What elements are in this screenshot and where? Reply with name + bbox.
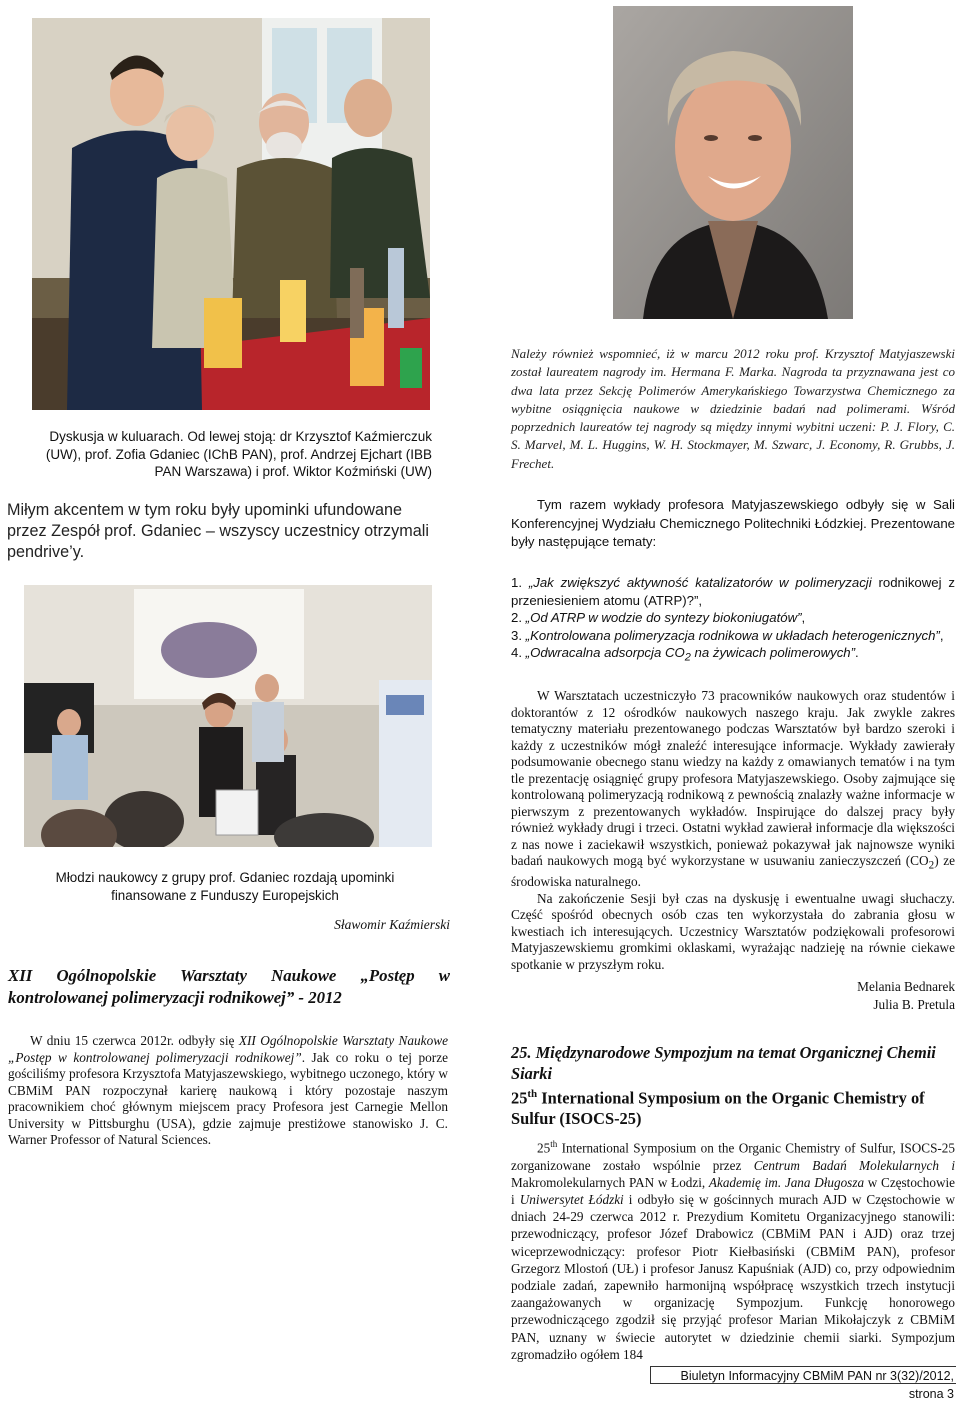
topic-number: 4.: [511, 645, 522, 660]
symposium-heading-pl: 25. Międzynarodowe Sympozjum na temat Organicznej Chemii Siarki: [511, 1043, 936, 1083]
symp-org-2: Akademię im. Jana Długosza: [708, 1174, 865, 1190]
author-pretula: Julia B. Pretula: [873, 996, 955, 1012]
portrait-illustration: [613, 6, 853, 319]
topic-title: „Od ATRP w wodzie do syntezy biokoniugatów”: [525, 610, 802, 625]
summary-subscript: 2: [928, 859, 935, 872]
heading-en-text: International Symposium on the Organic Chemistry of Sulfur (ISOCS-25): [511, 1088, 925, 1129]
topic-number: 3.: [511, 627, 522, 643]
summary-paragraph-2: Na zakończenie Sesji był czas na dyskusję i ewentualne uwagi słuchaczy. Część spośród obecnych osób czas ten wykorzystała do zabrania głosu w kwestiach ich interesujących. Uczestnicy Warsztatów podziękowali profesorowi Matyjaszewskiemu gromkimi oklaskami, wyrażając nadzieję na równie ciekawe spotkanie w przyszłym roku.: [511, 890, 955, 972]
page-footer: Biuletyn Informacyjny CBMiM PAN nr 3(32)/2012, strona 3: [650, 1366, 956, 1384]
topic-punct: .: [855, 645, 859, 660]
lecture-room-illustration: [24, 585, 432, 847]
topic-title: „Kontrolowana polimeryzacja rodnikowa w układach heterogenicznych”: [525, 627, 940, 643]
topic-item: [511, 574, 955, 609]
topic-title: „Jak zwiększyć aktywność katalizatorów w polimeryzacji: [528, 575, 879, 590]
symp-text: i odbyło się w gościnnych murach AJD w Częstochowie w dniach 24-29 czerwca 2012 r. Prezydium Komitetu Organizacyjnego stanowili: przewodniczący, profesor Józef Drabowicz (CBMiM PAN i AJD) oraz trzej wiceprzewodniczący: profesor Piotr Kiełbasiński (CBMiM PAN), profesor Grzegorz Mlostoń (UŁ) i profesor Janusz Kapuśniak (AJD) co, przy odpowiednim podziale zadań, zapewniło harmonijną współpracę wszystkich trzech instytucji zaangażowanych w organizację Sympozjum. Funkcję honorowego przewodniczącego zgodził się przyjąć profesor Marian Mikołajczyk z CBMiM PAN, uznany w świecie autorytet w dziedzinie chemii siarki. Sympozjum zgromadziło ogółem 184: [511, 1192, 955, 1362]
symp-number: 25: [537, 1140, 551, 1156]
lectures-intro: Tym razem wykłady profesora Matyjaszewskiego odbyły się w Sali Konferencyjnej Wydziału Chemicznego Politechniki Łódzkiej. Prezentowane były następujące tematy:: [511, 497, 955, 549]
topic-item: [511, 627, 955, 645]
topic-punct: ,: [698, 592, 703, 608]
symposium-heading-en: [511, 1084, 955, 1129]
portrait-photo: [613, 6, 853, 319]
lecture-topics: [511, 574, 955, 667]
lecture-room-photo: [24, 585, 432, 847]
topic-title-rest: rodnikowej z przeniesieniem atomu (ATRP)?”: [511, 575, 955, 608]
topic-item: [511, 609, 955, 627]
symposium-heading: [511, 1042, 955, 1129]
topic-number: 1.: [511, 575, 522, 590]
topic-item: [511, 644, 955, 667]
topic-number: 2.: [511, 610, 522, 625]
group-photo-caption: Dyskusja w kuluarach. Od lewej stoją: dr Krzysztof Kaźmierczuk (UW), prof. Zofia Gdaniec (IChB PAN), prof. Andrzej Ejchart (IBB PAN Warszawa) i prof. Wiktor Koźmiński (UW): [45, 429, 432, 479]
symp-text: International Symposium on the Organic Chemistry of Sulfur, ISOCS-25 zorganizowane zostało wspólnie przez: [511, 1140, 955, 1173]
topic-subscript: 2: [684, 651, 691, 664]
symp-text: w Częstochowie i: [511, 1174, 955, 1207]
summary-paragraph-1: [511, 688, 955, 891]
group-discussion-photo: [32, 18, 430, 410]
gift-note: Miłym akcentem w tym roku były upominki ufundowane przez Zespół prof. Gdaniec – wszyscy uczestnicy otrzymali pendrive’y.: [7, 501, 429, 561]
topic-title-rest: na żywicach polimerowych”: [690, 645, 856, 660]
authors: [700, 978, 955, 1013]
group-discussion-illustration: [32, 18, 430, 410]
signature-kazmierski: Sławomir Kaźmierski: [334, 917, 450, 932]
topic-punct: ,: [801, 610, 806, 625]
heading-en-ordinal: th: [527, 1088, 538, 1100]
symp-org-3: Uniwersytet Łódzki: [519, 1192, 624, 1207]
symposium-paragraph: [511, 1136, 955, 1363]
symp-org-1: Centrum Badań Molekularnych i: [753, 1157, 956, 1173]
summary-text-end: ) ze środowiska naturalnego.: [511, 853, 955, 890]
award-paragraph: Należy również wspomnieć, iż w marcu 2012 roku prof. Krzysztof Matyjaszewski został laureatem nagrody im. Hermana F. Marka. Nagroda ta przyznawana jest co dwa lata przez Sekcję Polimerów Amerykańskiego Towarzystwa Chemicznego za wybitne osiągnięcia naukowe w dziedzinie badań nad polimerami. Wśród poprzednich laureatów tej nagrody są między innymi wybitni uczeni: P. J. Flory, C. S. Marvel, M. L. Huggins, W. H. Stockmayer, M. Szwarc, J. Economy, R. Grubbs, J. Frechet.: [511, 346, 955, 471]
intro-workshop-title: XII Ogólnopolskie Warsztaty Naukowe „Postęp w kontrolowanej polimeryzacji rodnikowej”: [8, 1033, 448, 1065]
workshop-intro: [8, 1033, 448, 1149]
workshop-summary: [511, 688, 955, 973]
author-bednarek: Melania Bednarek: [857, 979, 955, 994]
lecture-photo-caption: Młodzi naukowcy z grupy prof. Gdaniec rozdają upominki finansowane z Funduszy Europejskich: [55, 870, 395, 903]
intro-text-rest: . Jak co roku o tej porze gościliśmy profesora Krzysztofa Matyjaszewskiego, wybitnego uczonego, który w CBMiM PAN rozpoczynał karierę naukową i który pozostaje naszym pracownikiem choć głównym miejscem pracy Profesora jest Carnegie Mellon University w Pittsburghu (USA), gdzie zajmuje prestiżowe stanowisko J. C. Warner Professor of Natural Sciences.: [8, 1049, 448, 1147]
symp-ordinal: th: [550, 1139, 558, 1149]
heading-en-number: 25: [511, 1088, 528, 1108]
symp-text: Makromolekularnych PAN w Łodzi,: [511, 1174, 709, 1190]
topic-punct: ,: [939, 627, 944, 643]
topic-title: „Odwracalna adsorpcja CO: [525, 645, 685, 660]
section-heading-xii: XII Ogólnopolskie Warsztaty Naukowe „Postęp w kontrolowanej polimeryzacji rodnikowej” - 2012: [8, 966, 450, 1007]
intro-text: W dniu 15 czerwca 2012r. odbyły się: [30, 1033, 239, 1048]
summary-text: W Warsztatach uczestniczyło 73 pracowników naukowych oraz studentów i doktorantów z 12 ośrodków naukowych naszego kraju. Jak zwykle zakres tematyczny materiału prezentowanego podczas Warsztatów był bardzo szeroki i każdy z uczestników mógł znaleźć interesujące informacje. Wykłady zawierały podsumowanie obecnego stanu wiedzy na każdy z omawianych tematów i na tym tle prezentację osiągnięć grupy profesora Matyjaszewskiego. Osoby zajmujące się kontrolowaną polimeryzacją rodnikową z pewnością znalazły ważne informacje w pierwszym z prezentowanych wykładów. Inspirujące do dalszej pracy były również wykłady drugi i trzeci. Ostatni wykład zawierał informacje dla większości z nas nowe i zaciekawił wszystkich, ponieważ pokazywał jak najnowsze wyniki badań naukowych mogą być wykorzystane w usuwaniu zanieczyszczeń (CO: [511, 688, 955, 868]
